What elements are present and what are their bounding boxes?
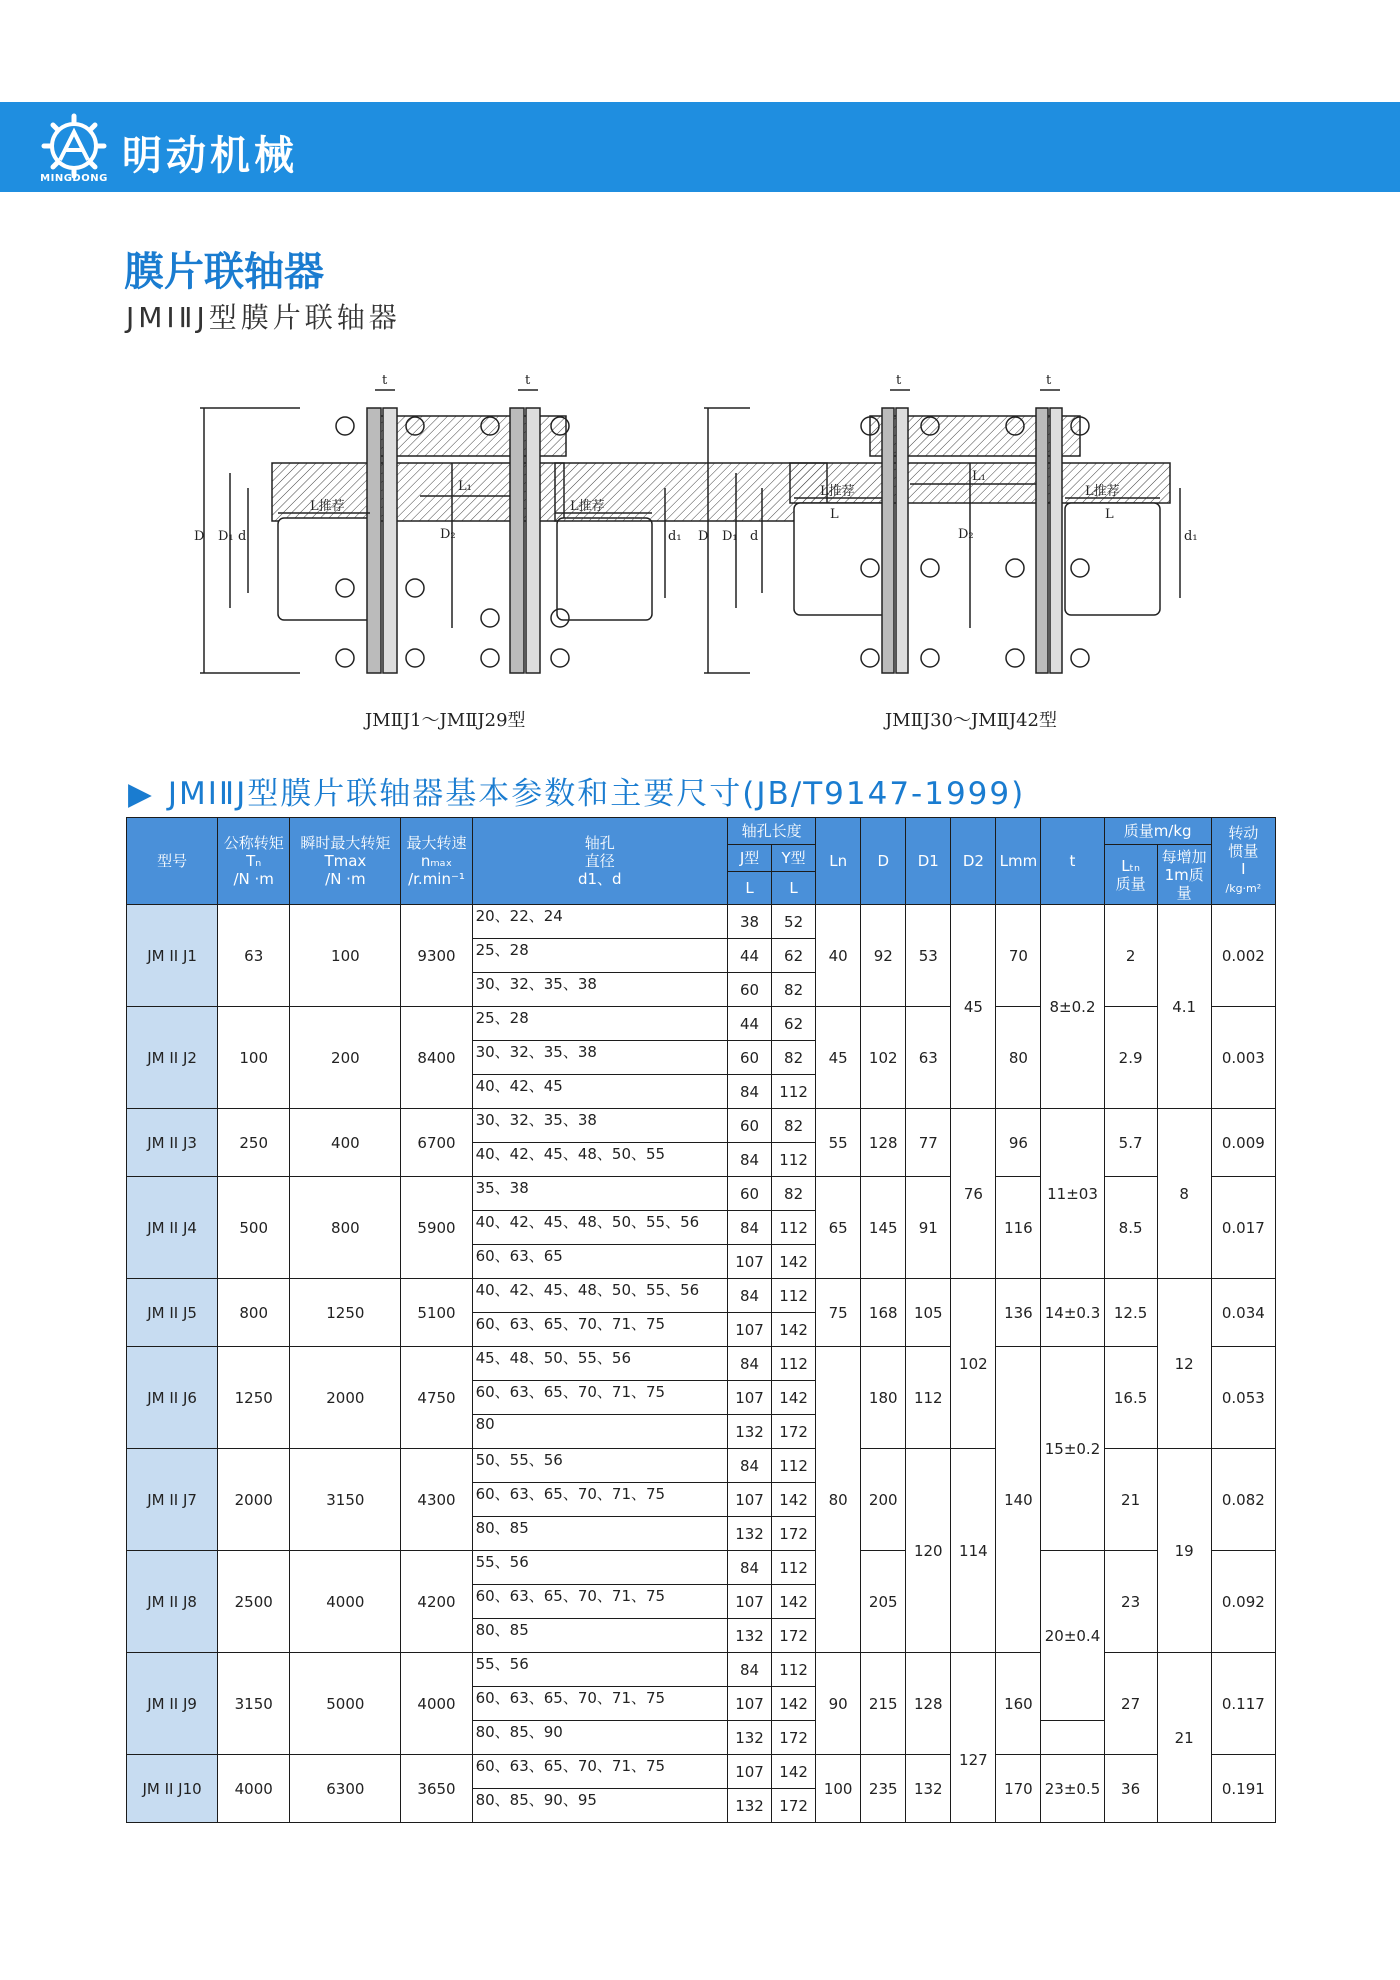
cell-peak: 400 bbox=[290, 1109, 401, 1177]
cell-peak: 2000 bbox=[290, 1347, 401, 1449]
label-l-recommended-right-2: L推荐 bbox=[1085, 484, 1120, 499]
th-peak-torque: 瞬时最大转矩 Tmax /N ·m bbox=[290, 818, 401, 905]
cell-torque: 500 bbox=[218, 1177, 290, 1279]
label-D: D bbox=[194, 529, 205, 544]
cell-lmm: 140 bbox=[996, 1347, 1041, 1653]
cell-D1: 132 bbox=[906, 1755, 951, 1823]
cell-torque: 2500 bbox=[218, 1551, 290, 1653]
label-D2-right: D₂ bbox=[958, 527, 974, 542]
th-D2: D2 bbox=[951, 818, 996, 905]
coupling-drawings bbox=[190, 368, 1230, 728]
cell-j: 84 bbox=[728, 1279, 772, 1313]
cell-torque: 4000 bbox=[218, 1755, 290, 1823]
cell-y: 112 bbox=[772, 1143, 816, 1177]
cell-bore: 60、63、65、70、71、75 bbox=[472, 1687, 727, 1721]
cell-j: 84 bbox=[728, 1551, 772, 1585]
label-t-2: t bbox=[525, 373, 531, 388]
th-D1: D1 bbox=[906, 818, 951, 905]
cell-t: 20±0.4 bbox=[1041, 1551, 1104, 1721]
cell-bore: 60、63、65、70、71、75 bbox=[472, 1313, 727, 1347]
table-row bbox=[127, 1279, 1276, 1313]
logo-subtitle: MINGDONG bbox=[40, 173, 108, 184]
cell-j: 107 bbox=[728, 1585, 772, 1619]
cell-ln: 40 bbox=[816, 905, 861, 1007]
label-L1: L₁ bbox=[458, 479, 472, 494]
cell-inertia: 0.191 bbox=[1211, 1755, 1275, 1823]
cell-j: 60 bbox=[728, 1041, 772, 1075]
label-L-right-2: L bbox=[1105, 507, 1114, 522]
label-d1-right: d₁ bbox=[1184, 529, 1198, 544]
label-d-right: d bbox=[750, 529, 759, 544]
th-j-l: L bbox=[728, 872, 772, 905]
cell-mass: 12.5 bbox=[1104, 1279, 1157, 1347]
cell-bore: 30、32、35、38 bbox=[472, 1041, 727, 1075]
cell-speed: 8400 bbox=[401, 1007, 472, 1109]
cell-y: 82 bbox=[772, 1109, 816, 1143]
cell-bore: 40、42、45、48、50、55、56 bbox=[472, 1279, 727, 1313]
th-model: 型号 bbox=[127, 818, 218, 905]
cell-j: 132 bbox=[728, 1619, 772, 1653]
cell-bore: 80、85、90、95 bbox=[472, 1789, 727, 1823]
cell-inertia: 0.003 bbox=[1211, 1007, 1275, 1109]
cell-ln: 65 bbox=[816, 1177, 861, 1279]
label-d1: d₁ bbox=[668, 529, 682, 544]
cell-speed: 6700 bbox=[401, 1109, 472, 1177]
th-lmm: Lmm bbox=[996, 818, 1041, 905]
th-D: D bbox=[861, 818, 906, 905]
th-mass: 质量m/kg bbox=[1104, 818, 1211, 845]
cell-bore: 25、28 bbox=[472, 1007, 727, 1041]
label-t: t bbox=[382, 373, 388, 388]
cell-inertia: 0.092 bbox=[1211, 1551, 1275, 1653]
cell-j: 60 bbox=[728, 1177, 772, 1211]
brand-name: 明动机械 bbox=[122, 133, 298, 179]
cell-y: 82 bbox=[772, 1041, 816, 1075]
table-row bbox=[127, 1755, 1276, 1789]
cell-y: 112 bbox=[772, 1347, 816, 1381]
cell-D1: 63 bbox=[906, 1007, 951, 1109]
cell-D: 128 bbox=[861, 1109, 906, 1177]
cell-peak: 4000 bbox=[290, 1551, 401, 1653]
cell-bore: 80、85、90 bbox=[472, 1721, 727, 1755]
cell-peak: 6300 bbox=[290, 1755, 401, 1823]
cell-speed: 3650 bbox=[401, 1755, 472, 1823]
cell-peak: 1250 bbox=[290, 1279, 401, 1347]
cell-ln: 55 bbox=[816, 1109, 861, 1177]
th-mass-per-m: 每增加 1m质量 bbox=[1157, 845, 1211, 905]
cell-y: 142 bbox=[772, 1313, 816, 1347]
cell-mass-per-m: 21 bbox=[1157, 1653, 1211, 1823]
cell-bore: 50、55、56 bbox=[472, 1449, 727, 1483]
cell-lmm: 116 bbox=[996, 1177, 1041, 1279]
cell-bore: 25、28 bbox=[472, 939, 727, 973]
cell-y: 142 bbox=[772, 1245, 816, 1279]
cell-j: 60 bbox=[728, 1109, 772, 1143]
cell-D: 145 bbox=[861, 1177, 906, 1279]
cell-speed: 4750 bbox=[401, 1347, 472, 1449]
drawing-caption-left: JMⅡJ1～JMⅡJ29型 bbox=[365, 710, 526, 731]
cell-y: 172 bbox=[772, 1721, 816, 1755]
cell-D1: 53 bbox=[906, 905, 951, 1007]
cell-model: JM II J3 bbox=[127, 1109, 218, 1177]
label-d: d bbox=[238, 529, 247, 544]
cell-y: 112 bbox=[772, 1075, 816, 1109]
cell-j: 84 bbox=[728, 1075, 772, 1109]
cell-D2: 114 bbox=[951, 1449, 996, 1653]
th-t: t bbox=[1041, 818, 1104, 905]
cell-j: 84 bbox=[728, 1211, 772, 1245]
cell-model: JM II J5 bbox=[127, 1279, 218, 1347]
cell-D1: 120 bbox=[906, 1449, 951, 1653]
cell-j: 107 bbox=[728, 1755, 772, 1789]
cell-j: 107 bbox=[728, 1483, 772, 1517]
cell-bore: 40、42、45 bbox=[472, 1075, 727, 1109]
cell-mass: 23 bbox=[1104, 1551, 1157, 1653]
cell-t: 8±0.2 bbox=[1041, 905, 1104, 1109]
cell-speed: 9300 bbox=[401, 905, 472, 1007]
cell-ln: 90 bbox=[816, 1653, 861, 1755]
cell-bore: 80、85 bbox=[472, 1619, 727, 1653]
th-inertia: 转动 惯量 I /kg·m² bbox=[1211, 818, 1275, 905]
cell-bore: 30、32、35、38 bbox=[472, 973, 727, 1007]
cell-j: 107 bbox=[728, 1245, 772, 1279]
cell-torque: 63 bbox=[218, 905, 290, 1007]
cell-bore: 55、56 bbox=[472, 1653, 727, 1687]
cell-peak: 800 bbox=[290, 1177, 401, 1279]
cell-j: 84 bbox=[728, 1449, 772, 1483]
cell-mass: 5.7 bbox=[1104, 1109, 1157, 1177]
cell-peak: 5000 bbox=[290, 1653, 401, 1755]
cell-lmm: 70 bbox=[996, 905, 1041, 1007]
table-row bbox=[127, 1007, 1276, 1041]
cell-y: 172 bbox=[772, 1517, 816, 1551]
section-heading bbox=[128, 768, 1025, 813]
cell-y: 142 bbox=[772, 1585, 816, 1619]
th-torque: 公称转矩 Tₙ /N ·m bbox=[218, 818, 290, 905]
label-l-recommended-right: L推荐 bbox=[820, 484, 855, 499]
cell-model: JM II J10 bbox=[127, 1755, 218, 1823]
cell-model: JM II J9 bbox=[127, 1653, 218, 1755]
cell-j: 132 bbox=[728, 1517, 772, 1551]
cell-bore: 35、38 bbox=[472, 1177, 727, 1211]
cell-torque: 250 bbox=[218, 1109, 290, 1177]
cell-mass: 27 bbox=[1104, 1653, 1157, 1755]
cell-mass-per-m: 12 bbox=[1157, 1279, 1211, 1449]
label-L1-right: L₁ bbox=[972, 469, 986, 484]
cell-t: 14±0.3 bbox=[1041, 1279, 1104, 1347]
cell-mass: 21 bbox=[1104, 1449, 1157, 1551]
cell-D2: 127 bbox=[951, 1653, 996, 1823]
cell-bore: 40、42、45、48、50、55 bbox=[472, 1143, 727, 1177]
cell-j: 44 bbox=[728, 1007, 772, 1041]
cell-t: 23±0.5 bbox=[1041, 1755, 1104, 1823]
cell-y: 112 bbox=[772, 1449, 816, 1483]
label-l-recommended-2: L推荐 bbox=[570, 499, 605, 514]
cell-j: 132 bbox=[728, 1721, 772, 1755]
cell-j: 107 bbox=[728, 1381, 772, 1415]
drawing-caption-right: JMⅡJ30～JMⅡJ42型 bbox=[885, 710, 1058, 731]
cell-j: 84 bbox=[728, 1143, 772, 1177]
cell-y: 52 bbox=[772, 905, 816, 939]
cell-bore: 60、63、65、70、71、75 bbox=[472, 1755, 727, 1789]
cell-D: 200 bbox=[861, 1449, 906, 1551]
cell-y: 82 bbox=[772, 1177, 816, 1211]
drawing-right bbox=[704, 390, 1180, 673]
cell-torque: 2000 bbox=[218, 1449, 290, 1551]
cell-speed: 5100 bbox=[401, 1279, 472, 1347]
cell-D1: 91 bbox=[906, 1177, 951, 1279]
cell-speed: 4200 bbox=[401, 1551, 472, 1653]
cell-model: JM II J6 bbox=[127, 1347, 218, 1449]
cell-y: 142 bbox=[772, 1483, 816, 1517]
cell-inertia: 0.009 bbox=[1211, 1109, 1275, 1177]
cell-mass: 16.5 bbox=[1104, 1347, 1157, 1449]
cell-y: 112 bbox=[772, 1211, 816, 1245]
cell-inertia: 0.017 bbox=[1211, 1177, 1275, 1279]
cell-j: 107 bbox=[728, 1313, 772, 1347]
cell-y: 172 bbox=[772, 1619, 816, 1653]
cell-y: 172 bbox=[772, 1415, 816, 1449]
cell-peak: 200 bbox=[290, 1007, 401, 1109]
table-row bbox=[127, 1653, 1276, 1687]
th-y-type: Y型 bbox=[772, 845, 816, 872]
label-l-recommended: L推荐 bbox=[310, 499, 345, 514]
cell-model: JM II J2 bbox=[127, 1007, 218, 1109]
cell-y: 62 bbox=[772, 1007, 816, 1041]
cell-torque: 1250 bbox=[218, 1347, 290, 1449]
cell-torque: 100 bbox=[218, 1007, 290, 1109]
cell-mass: 2 bbox=[1104, 905, 1157, 1007]
cell-bore: 20、22、24 bbox=[472, 905, 727, 939]
cell-model: JM II J1 bbox=[127, 905, 218, 1007]
cell-mass-per-m: 4.1 bbox=[1157, 905, 1211, 1109]
th-mass-lt: Lₜₙ 质量 bbox=[1104, 845, 1157, 905]
cell-bore: 60、63、65、70、71、75 bbox=[472, 1585, 727, 1619]
section-heading-text: JMⅠⅡJ型膜片联轴器基本参数和主要尺寸(JB/T9147-1999) bbox=[167, 776, 1026, 812]
cell-ln: 100 bbox=[816, 1755, 861, 1823]
cell-j: 44 bbox=[728, 939, 772, 973]
cell-ln: 45 bbox=[816, 1007, 861, 1109]
cell-speed: 5900 bbox=[401, 1177, 472, 1279]
th-ln: Ln bbox=[816, 818, 861, 905]
cell-D: 235 bbox=[861, 1755, 906, 1823]
cell-inertia: 0.053 bbox=[1211, 1347, 1275, 1449]
cell-j: 84 bbox=[728, 1653, 772, 1687]
cell-y: 172 bbox=[772, 1789, 816, 1823]
triangle-bullet-icon: ▶ bbox=[128, 776, 154, 812]
cell-D2: 76 bbox=[951, 1109, 996, 1279]
cell-speed: 4300 bbox=[401, 1449, 472, 1551]
cell-lmm: 80 bbox=[996, 1007, 1041, 1109]
cell-j: 132 bbox=[728, 1789, 772, 1823]
label-L-right: L bbox=[830, 507, 839, 522]
cell-model: JM II J8 bbox=[127, 1551, 218, 1653]
cell-bore: 55、56 bbox=[472, 1551, 727, 1585]
cell-D: 205 bbox=[861, 1551, 906, 1653]
cell-bore: 60、63、65 bbox=[472, 1245, 727, 1279]
cell-bore: 30、32、35、38 bbox=[472, 1109, 727, 1143]
cell-y: 112 bbox=[772, 1279, 816, 1313]
cell-j: 38 bbox=[728, 905, 772, 939]
cell-ln: 80 bbox=[816, 1347, 861, 1653]
label-D2: D₂ bbox=[440, 527, 456, 542]
cell-mass: 36 bbox=[1104, 1755, 1157, 1823]
cell-model: JM II J4 bbox=[127, 1177, 218, 1279]
label-t-right-2: t bbox=[1046, 373, 1052, 388]
cell-j: 84 bbox=[728, 1347, 772, 1381]
cell-j: 132 bbox=[728, 1415, 772, 1449]
cell-inertia: 0.034 bbox=[1211, 1279, 1275, 1347]
cell-lmm: 96 bbox=[996, 1109, 1041, 1177]
th-y-l: L bbox=[772, 872, 816, 905]
cell-inertia: 0.117 bbox=[1211, 1653, 1275, 1755]
cell-bore: 60、63、65、70、71、75 bbox=[472, 1381, 727, 1415]
cell-torque: 3150 bbox=[218, 1653, 290, 1755]
cell-mass: 2.9 bbox=[1104, 1007, 1157, 1109]
cell-y: 62 bbox=[772, 939, 816, 973]
cell-D: 168 bbox=[861, 1279, 906, 1347]
cell-D1: 105 bbox=[906, 1279, 951, 1347]
table-row bbox=[127, 1449, 1276, 1483]
label-D1-right: D₁ bbox=[722, 529, 738, 544]
cell-inertia: 0.082 bbox=[1211, 1449, 1275, 1551]
cell-lmm: 160 bbox=[996, 1653, 1041, 1755]
cell-t: 11±03 bbox=[1041, 1109, 1104, 1279]
page-title: 膜片联轴器 bbox=[124, 249, 324, 295]
cell-j: 60 bbox=[728, 973, 772, 1007]
cell-bore: 45、48、50、55、56 bbox=[472, 1347, 727, 1381]
cell-D: 180 bbox=[861, 1347, 906, 1449]
cell-D: 92 bbox=[861, 905, 906, 1007]
label-D1: D₁ bbox=[218, 529, 234, 544]
table-row bbox=[127, 1177, 1276, 1211]
th-j-type: J型 bbox=[728, 845, 772, 872]
label-D-right: D bbox=[698, 529, 709, 544]
cell-D: 215 bbox=[861, 1653, 906, 1755]
cell-model: JM II J7 bbox=[127, 1449, 218, 1551]
table-row bbox=[127, 1551, 1276, 1585]
cell-peak: 100 bbox=[290, 905, 401, 1007]
cell-y: 112 bbox=[772, 1551, 816, 1585]
cell-speed: 4000 bbox=[401, 1653, 472, 1755]
spec-table bbox=[126, 817, 1276, 1823]
cell-mass-per-m: 19 bbox=[1157, 1449, 1211, 1653]
page-subtitle: JMⅠⅡJ型膜片联轴器 bbox=[126, 301, 401, 334]
cell-D1: 128 bbox=[906, 1653, 951, 1755]
cell-y: 82 bbox=[772, 973, 816, 1007]
cell-bore: 60、63、65、70、71、75 bbox=[472, 1483, 727, 1517]
cell-y: 142 bbox=[772, 1687, 816, 1721]
cell-bore: 40、42、45、48、50、55、56 bbox=[472, 1211, 727, 1245]
cell-D2: 102 bbox=[951, 1279, 996, 1449]
cell-D1: 77 bbox=[906, 1109, 951, 1177]
cell-D2: 45 bbox=[951, 905, 996, 1109]
th-speed: 最大转速 nₘₐₓ /r.min⁻¹ bbox=[401, 818, 472, 905]
label-t-right: t bbox=[896, 373, 902, 388]
table-row bbox=[127, 1347, 1276, 1381]
cell-y: 142 bbox=[772, 1381, 816, 1415]
cell-torque: 800 bbox=[218, 1279, 290, 1347]
cell-lmm: 136 bbox=[996, 1279, 1041, 1347]
cell-y: 112 bbox=[772, 1653, 816, 1687]
cell-peak: 3150 bbox=[290, 1449, 401, 1551]
cell-mass: 8.5 bbox=[1104, 1177, 1157, 1279]
cell-bore: 80、85 bbox=[472, 1517, 727, 1551]
cell-D1: 112 bbox=[906, 1347, 951, 1449]
table-row bbox=[127, 905, 1276, 939]
cell-bore: 80 bbox=[472, 1415, 727, 1449]
cell-t: 15±0.2 bbox=[1041, 1347, 1104, 1551]
cell-mass-per-m: 8 bbox=[1157, 1109, 1211, 1279]
cell-inertia: 0.002 bbox=[1211, 905, 1275, 1007]
table-row bbox=[127, 1109, 1276, 1143]
cell-D: 102 bbox=[861, 1007, 906, 1109]
cell-y: 142 bbox=[772, 1755, 816, 1789]
cell-ln: 75 bbox=[816, 1279, 861, 1347]
th-bore-length: 轴孔长度 bbox=[728, 818, 816, 845]
th-bore: 轴孔 直径 d1、d bbox=[472, 818, 727, 905]
cell-lmm: 170 bbox=[996, 1755, 1041, 1823]
cell-j: 107 bbox=[728, 1687, 772, 1721]
